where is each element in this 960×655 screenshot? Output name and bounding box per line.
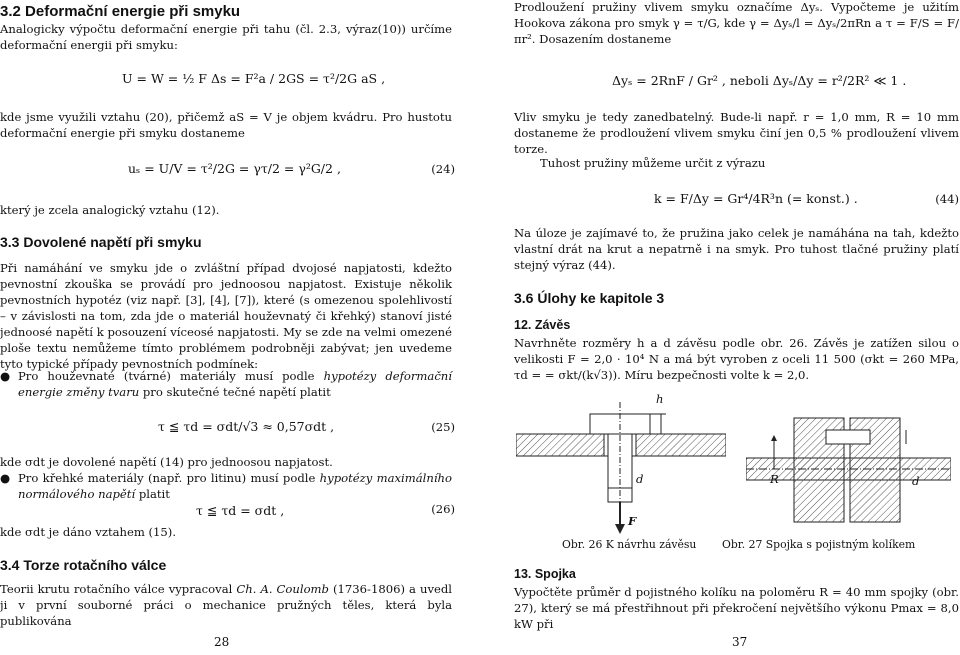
paragraph-density: kde jsme využili vztahu (20), přičemž aS = V je objem kvádru. Pro hustotu deformační energie při smyku dostaneme xyxy=(0,110,452,140)
figure-27 xyxy=(746,410,951,530)
figure-27-caption: Obr. 27 Spojka s pojistným kolíkem xyxy=(722,538,916,551)
task-12-title: 12. Závěs xyxy=(514,318,571,332)
safety-pin xyxy=(826,430,870,444)
section-title-3-2: 3.2 Deformační energie při smyku xyxy=(0,3,241,20)
bullet1-emphasis: hypotézy deformační energie změny tvaru xyxy=(18,369,452,399)
intro-paragraph: Analogicky výpočtu deformační energie při tahu (čl. 2.3, výraz(10)) určíme deformační energii při smyku: xyxy=(0,22,452,52)
section-title-3-6: 3.6 Úlohy ke kapitole 3 xyxy=(514,290,665,306)
bullet-item-ductile xyxy=(0,369,452,401)
fig-label-d: d xyxy=(636,472,644,486)
paragraph-3-3: Při namáhání ve smyku jde o zvláštní případ dvojosé napjatosti, kdežto pevnostní zkouška se provádí pro jednoosou napjatost. Existuje několik pevnostních hypotéz (viz např. [3], [4], [7]), které (s omezenou spolehlivostí – v závislosti na tom, zda jde o materiál houževnatý či křehký) stanoví jisté jednoosé napětí k posouzení víceosé napjatosti. My se zde na velmi omezené ploše textu nemůžeme tímto problémem podrobněji zabývat; jen uvedeme tyto typické případy pevnostních podmínek: xyxy=(0,261,452,371)
fig-label-R: R xyxy=(770,472,779,486)
fig-label-F: F xyxy=(628,514,637,528)
figure-27-drawing xyxy=(746,410,951,530)
section-title-3-4: 3.4 Torze rotačního válce xyxy=(0,557,167,573)
p34-text-a: Teorii krutu rotačního válce vypracoval xyxy=(0,582,237,596)
equation-25: τ ≦ τd = σdt/√3 ≈ 0,57σdt , xyxy=(158,419,335,434)
paragraph-26: kde σdt je dáno vztahem (15). xyxy=(0,525,177,539)
p34-author: Ch. A. Coulomb xyxy=(236,582,329,596)
figure-26 xyxy=(516,392,726,537)
bullet1-text-b: pro skutečné tečné napětí platit xyxy=(139,384,331,399)
fig-label-d2: d xyxy=(912,474,920,488)
task-13-text: Vypočtěte průměr d pojistného kolíku na poloměru R = 40 mm spojky (obr. 27), který se má přestřihnout při překročení největšího výkonu Pmax = 8,0 kW při xyxy=(514,585,959,631)
equation-number-24: (24) xyxy=(431,162,455,176)
paragraph-3-4 xyxy=(0,582,452,630)
paragraph-25: kde σdt je dovolené napětí (14) pro jednoosou napjatost. xyxy=(0,455,333,469)
equation-number-26: (26) xyxy=(431,502,455,516)
fig-label-h: h xyxy=(656,392,664,406)
page-number-left: 28 xyxy=(214,635,230,650)
paragraph-stiffness: Tuhost pružiny můžeme určit z výrazu xyxy=(540,156,766,170)
bullet2-emphasis: hypotézy maximálního normálového napětí xyxy=(18,471,452,501)
paragraph-spring: Na úloze je zajímavé to, že pružina jako celek je namáhána na tah, kdežto vlastní drát na krut a nepatrně i na smyk. Pro tuhost tlačné pružiny platí stejný výraz (44). xyxy=(514,226,959,272)
left-page xyxy=(0,0,455,655)
equation-26: τ ≦ τd = σdt , xyxy=(196,503,285,518)
task-13-title: 13. Spojka xyxy=(514,567,576,581)
figure-26-drawing xyxy=(516,392,726,537)
bullet-icon: ● xyxy=(0,369,11,383)
paragraph-hooke: Prodloužení pružiny vlivem smyku označíme Δyₛ. Vypočteme je užitím Hookova zákona pro smyk γ = τ/G, kde γ = Δyₛ/l = Δyₛ/2πRn a τ = F/S = F/πr². Dosazením dostaneme xyxy=(514,0,959,46)
paragraph-torsion: Vliv smyku je tedy zanedbatelný. Bude-li např. r = 1,0 mm, R = 10 mm dostaneme že prodloužení vlivem smyku činí jen 0,5 % prodloužení vlivem torze. xyxy=(514,110,959,156)
equation-24: uₛ = U/V = τ²/2G = γτ/2 = γ²G/2 , xyxy=(128,161,341,176)
section-title-3-3: 3.3 Dovolené napětí při smyku xyxy=(0,234,202,250)
equation-44: k = F/Δy = Gr⁴/4R³n (= konst.) . xyxy=(654,191,858,206)
equation-number-25: (25) xyxy=(431,420,455,434)
bullet2-text-a: Pro křehké materiály (např. pro litinu) musí podle xyxy=(18,471,320,485)
bullet-item-brittle xyxy=(0,471,452,503)
equation-number-44: (44) xyxy=(935,192,959,206)
equation-energy: U = W = ½ F Δs = F²a / 2GS = τ²/2G aS , xyxy=(122,71,386,86)
right-page xyxy=(504,0,959,655)
p34-text-b: (1736-1806) a uvedl ji v první souborné práci o mechanice pružných těles, která byla publikována xyxy=(0,582,452,628)
page-number-right: 37 xyxy=(732,635,748,650)
bullet-icon: ● xyxy=(0,471,11,485)
equation-dy: Δyₛ = 2RnF / Gr² , neboli Δyₛ/Δy = r²/2R² ≪ 1 . xyxy=(612,73,907,88)
bullet1-text-a: Pro houževnaté (tvárné) materiály musí podle xyxy=(18,369,324,383)
task-12-text: Navrhněte rozměry h a d závěsu podle obr. 26. Závěs je zatížen silou o velikosti F = 2,0 · 10⁴ N a má být vyroben z oceli 11 500 (σkt = 260 MPa, τd = = σkt/(k√3)). Míru bezpečnosti volte k = 2,0. xyxy=(514,336,959,382)
figure-26-caption: Obr. 26 K návrhu závěsu xyxy=(562,538,697,551)
bullet2-text-b: platit xyxy=(135,486,170,501)
paragraph-analog: který je zcela analogický vztahu (12). xyxy=(0,203,220,217)
